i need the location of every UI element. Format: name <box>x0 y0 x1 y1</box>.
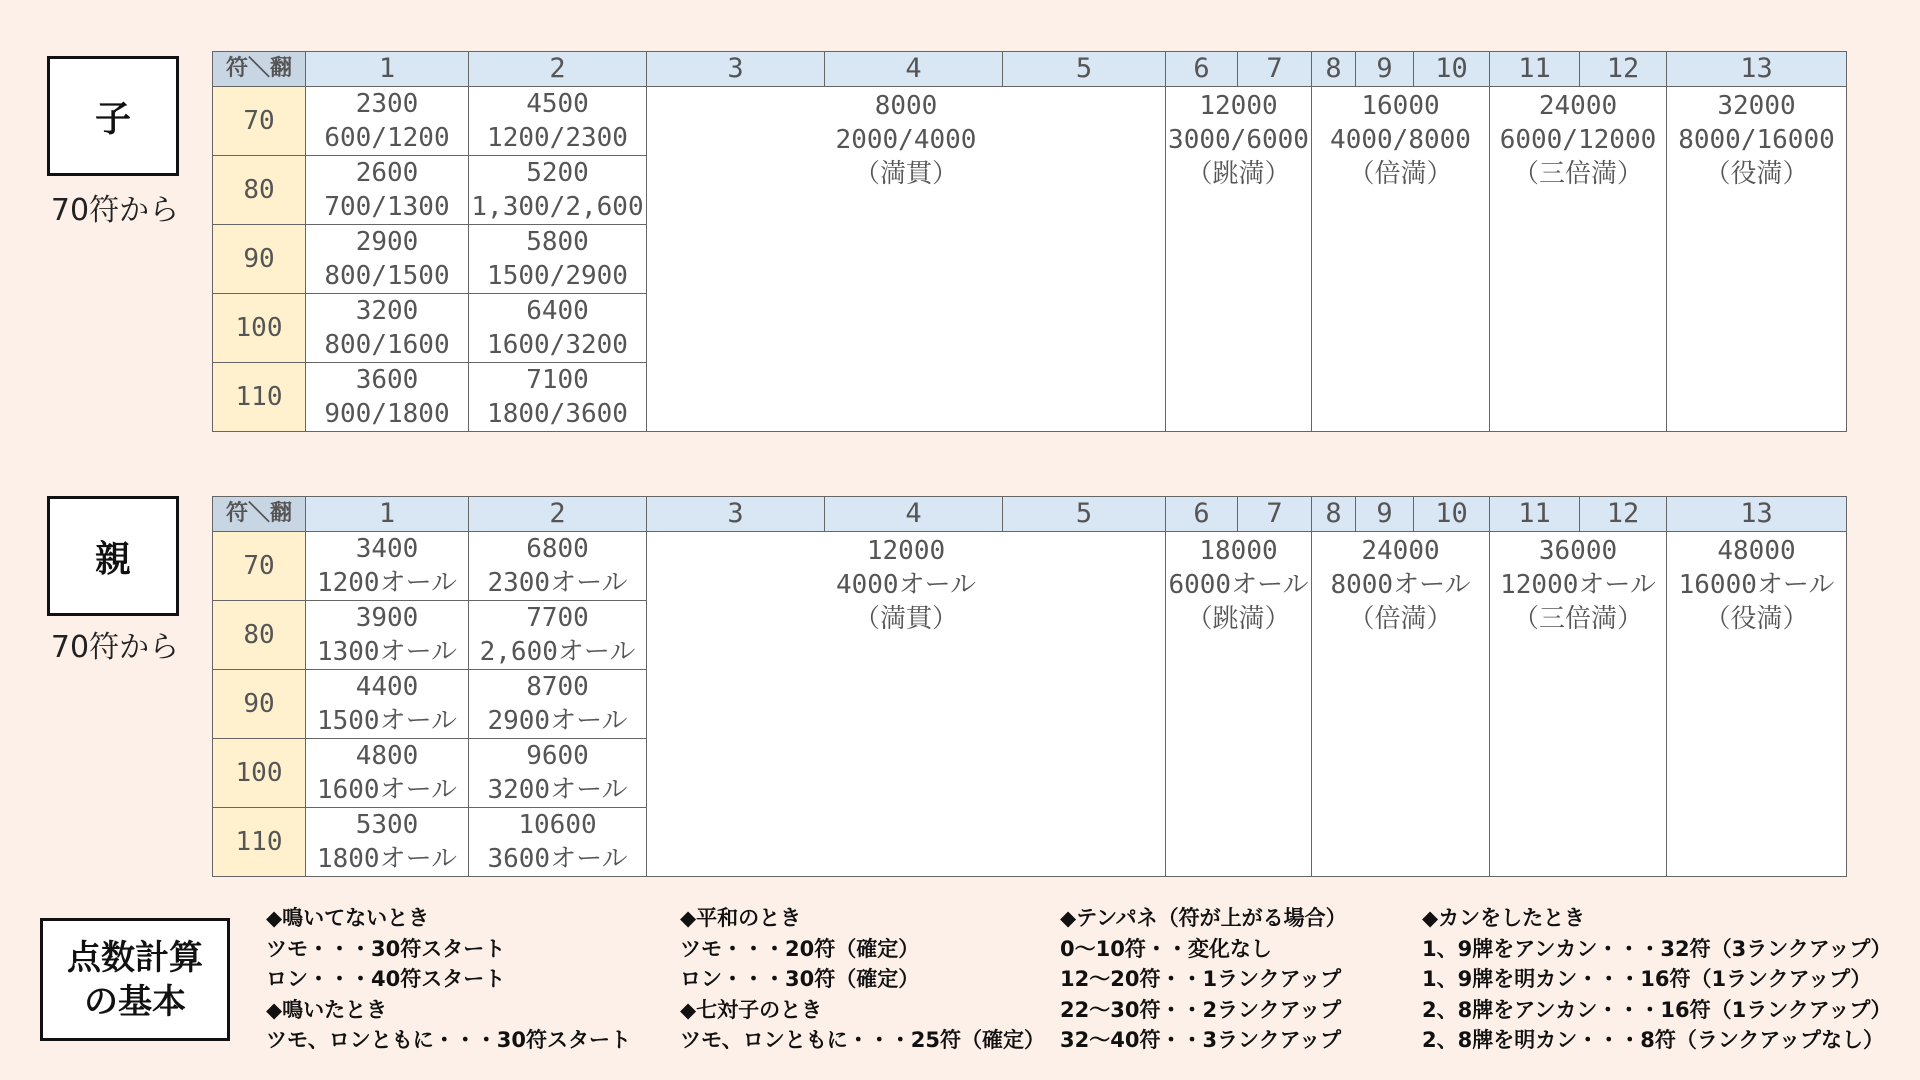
score-cell: 2900 800/1500 <box>306 225 469 294</box>
notes-tenpane <box>1060 903 1347 1056</box>
oya-score-table <box>212 496 1847 877</box>
oya-label: 親 <box>94 538 131 580</box>
basics-title-line1: 点数計算 <box>67 937 203 978</box>
score-cell: 4800 1600オール <box>306 739 469 808</box>
note-line: 22～30符・・2ランクアップ <box>1060 997 1342 1022</box>
note-line: ロン・・・30符（確定） <box>680 967 920 991</box>
han-header: 6 <box>1166 52 1238 87</box>
score-cell: 6400 1600/3200 <box>469 294 647 363</box>
limit-baiman: 16000 4000/8000 （倍満） <box>1312 87 1490 432</box>
note-line: 2、8牌をアンカン・・・16符（1ランクアップ） <box>1422 997 1892 1022</box>
table-row <box>213 87 1847 156</box>
han-header: 8 <box>1312 52 1356 87</box>
note-line: ツモ、ロンともに・・・30符スタート <box>266 1028 632 1052</box>
han-header: 3 <box>647 497 825 532</box>
note-line: ツモ、ロンともに・・・25符（確定） <box>680 1028 1046 1052</box>
fu-cell: 70 <box>213 87 306 156</box>
ko-label-box <box>47 56 179 176</box>
note-line: ◆鳴いてないとき <box>266 906 430 930</box>
note-line: 1、9牌をアンカン・・・32符（3ランクアップ） <box>1422 936 1892 961</box>
fu-cell: 80 <box>213 156 306 225</box>
score-cell: 2600 700/1300 <box>306 156 469 225</box>
note-line: 12～20符・・1ランクアップ <box>1060 967 1342 991</box>
limit-yakuman: 32000 8000/16000 （役満） <box>1667 87 1847 432</box>
ko-score-table <box>212 51 1847 432</box>
score-cell: 9600 3200オール <box>469 739 647 808</box>
score-cell: 10600 3600オール <box>469 808 647 877</box>
note-line: ◆七対子のとき <box>680 997 823 1022</box>
oya-caption: 70符から <box>50 630 180 665</box>
fu-cell: 110 <box>213 808 306 877</box>
ko-label: 子 <box>94 98 131 140</box>
han-header: 9 <box>1356 497 1414 532</box>
fu-cell: 90 <box>213 670 306 739</box>
han-header: 5 <box>1003 497 1166 532</box>
note-line: ◆カンをしたとき <box>1422 906 1586 930</box>
score-cell: 2300 600/1200 <box>306 87 469 156</box>
limit-yakuman: 48000 16000オール （役満） <box>1667 532 1847 877</box>
han-header: 11 <box>1490 497 1580 532</box>
limit-haneman: 12000 3000/6000 （跳満） <box>1166 87 1312 432</box>
fu-cell: 100 <box>213 294 306 363</box>
han-header: 2 <box>469 52 647 87</box>
ko-caption: 70符から <box>50 193 180 228</box>
score-cell: 6800 2300オール <box>469 532 647 601</box>
note-line: ツモ・・・20符（確定） <box>680 936 920 961</box>
note-line: ◆鳴いたとき <box>266 997 388 1022</box>
han-header: 10 <box>1414 52 1490 87</box>
notes-naki <box>266 903 631 1056</box>
limit-baiman: 24000 8000オール （倍満） <box>1312 532 1490 877</box>
table-row <box>213 532 1847 601</box>
score-cell: 4400 1500オール <box>306 670 469 739</box>
han-header: 1 <box>306 52 469 87</box>
notes-pinfu <box>680 903 1045 1056</box>
han-header: 7 <box>1238 52 1312 87</box>
han-header: 3 <box>647 52 825 87</box>
han-header: 11 <box>1490 52 1580 87</box>
fu-cell: 80 <box>213 601 306 670</box>
han-header: 13 <box>1667 497 1847 532</box>
score-cell: 3600 900/1800 <box>306 363 469 432</box>
han-header: 13 <box>1667 52 1847 87</box>
score-cell: 7700 2,600オール <box>469 601 647 670</box>
score-cell: 5300 1800オール <box>306 808 469 877</box>
note-line: ◆平和のとき <box>680 906 802 930</box>
note-line: 2、8牌を明カン・・・8符（ランクアップなし） <box>1422 1028 1884 1052</box>
limit-mangan: 8000 2000/4000 （満貫） <box>647 87 1166 432</box>
note-line: ツモ・・・30符スタート <box>266 936 506 961</box>
limit-haneman: 18000 6000オール （跳満） <box>1166 532 1312 877</box>
notes-kan <box>1422 903 1892 1056</box>
fu-cell: 90 <box>213 225 306 294</box>
fu-cell: 70 <box>213 532 306 601</box>
note-line: 0～10符・・変化なし <box>1060 936 1272 961</box>
score-cell: 7100 1800/3600 <box>469 363 647 432</box>
corner-cell: 符＼翻 <box>213 52 306 87</box>
ko-header-row <box>213 52 1847 87</box>
score-cell: 3400 1200オール <box>306 532 469 601</box>
fu-cell: 100 <box>213 739 306 808</box>
limit-sanbaiman: 24000 6000/12000 （三倍満） <box>1490 87 1667 432</box>
han-header: 7 <box>1238 497 1312 532</box>
han-header: 6 <box>1166 497 1238 532</box>
note-line: 1、9牌を明カン・・・16符（1ランクアップ） <box>1422 967 1872 991</box>
han-header: 8 <box>1312 497 1356 532</box>
score-cell: 4500 1200/2300 <box>469 87 647 156</box>
score-cell: 3200 800/1600 <box>306 294 469 363</box>
basics-title-line2: の基本 <box>84 981 186 1022</box>
han-header: 10 <box>1414 497 1490 532</box>
han-header: 12 <box>1580 497 1667 532</box>
score-cell: 5800 1500/2900 <box>469 225 647 294</box>
fu-cell: 110 <box>213 363 306 432</box>
han-header: 2 <box>469 497 647 532</box>
limit-mangan: 12000 4000オール （満貫） <box>647 532 1166 877</box>
han-header: 1 <box>306 497 469 532</box>
corner-cell: 符＼翻 <box>213 497 306 532</box>
han-header: 4 <box>825 497 1003 532</box>
limit-sanbaiman: 36000 12000オール （三倍満） <box>1490 532 1667 877</box>
score-cell: 5200 1,300/2,600 <box>469 156 647 225</box>
oya-label-box <box>47 496 179 616</box>
note-line: ロン・・・40符スタート <box>266 967 506 991</box>
note-line: 32～40符・・3ランクアップ <box>1060 1028 1342 1052</box>
han-header: 9 <box>1356 52 1414 87</box>
han-header: 12 <box>1580 52 1667 87</box>
han-header: 4 <box>825 52 1003 87</box>
score-cell: 8700 2900オール <box>469 670 647 739</box>
han-header: 5 <box>1003 52 1166 87</box>
basics-title-box <box>40 918 230 1041</box>
oya-header-row <box>213 497 1847 532</box>
score-cell: 3900 1300オール <box>306 601 469 670</box>
note-line: ◆テンパネ（符が上がる場合） <box>1060 906 1347 930</box>
